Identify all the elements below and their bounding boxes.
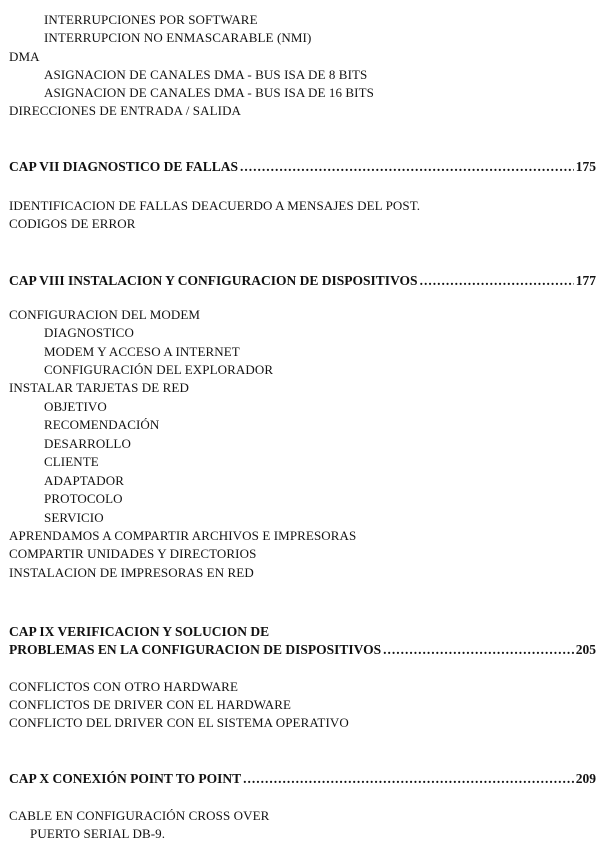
- toc-item: OBJETIVO: [44, 399, 107, 414]
- toc-item: INSTALACION DE IMPRESORAS EN RED: [9, 565, 254, 580]
- chapter-title: CAP VII DIAGNOSTICO DE FALLAS: [9, 159, 239, 174]
- top-item: DIRECCIONES DE ENTRADA / SALIDA: [9, 103, 242, 118]
- page-number: 175: [575, 159, 596, 174]
- top-item: ASIGNACION DE CANALES DMA - BUS ISA DE 8 BITS: [44, 67, 368, 82]
- chapter-heading: [9, 273, 596, 289]
- toc-item: CONFIGURACION DEL MODEM: [9, 307, 201, 322]
- toc-item: CONFIGURACIÓN DEL EXPLORADOR: [44, 362, 274, 377]
- leader-dots: [420, 273, 574, 289]
- toc-item: APRENDAMOS A COMPARTIR ARCHIVOS E IMPRESORAS: [9, 528, 357, 543]
- toc-item: SERVICIO: [44, 510, 104, 525]
- toc-item: PUERTO SERIAL DB-9.: [30, 826, 166, 841]
- leader-dots: [240, 159, 574, 175]
- top-item: ASIGNACION DE CANALES DMA - BUS ISA DE 16 BITS: [44, 85, 374, 100]
- toc-item: CLIENTE: [44, 454, 99, 469]
- page-number: 205: [575, 642, 596, 657]
- toc-item: DESARROLLO: [44, 436, 131, 451]
- leader-dots: [383, 642, 574, 658]
- chapter-title: CAP X CONEXIÓN POINT TO POINT: [9, 771, 242, 786]
- chapter-heading: [9, 624, 596, 640]
- toc-item: IDENTIFICACION DE FALLAS DEACUERDO A MENSAJES DEL POST.: [9, 198, 421, 213]
- toc-item: CABLE EN CONFIGURACIÓN CROSS OVER: [9, 808, 270, 823]
- page-number: 177: [575, 273, 596, 288]
- chapter-heading: [9, 642, 596, 658]
- chapter-title: PROBLEMAS EN LA CONFIGURACION DE DISPOSITIVOS: [9, 642, 382, 657]
- toc-item: CODIGOS DE ERROR: [9, 216, 136, 231]
- toc-item: INSTALAR TARJETAS DE RED: [9, 380, 189, 395]
- toc-item: PROTOCOLO: [44, 491, 123, 506]
- leader-dots: [243, 771, 574, 787]
- top-item: INTERRUPCION NO ENMASCARABLE (NMI): [44, 30, 312, 45]
- chapter-heading: [9, 771, 596, 787]
- toc-item: CONFLICTOS CON OTRO HARDWARE: [9, 679, 238, 694]
- toc-item: RECOMENDACIÓN: [44, 417, 160, 432]
- toc-item: CONFLICTO DEL DRIVER CON EL SISTEMA OPERATIVO: [9, 715, 349, 730]
- toc-item: CONFLICTOS DE DRIVER CON EL HARDWARE: [9, 697, 292, 712]
- toc-item: MODEM Y ACCESO A INTERNET: [44, 344, 240, 359]
- page-number: 209: [575, 771, 596, 786]
- chapter-title: CAP VIII INSTALACION Y CONFIGURACION DE DISPOSITIVOS: [9, 273, 418, 288]
- chapter-heading: [9, 159, 596, 175]
- toc-item: ADAPTADOR: [44, 473, 125, 488]
- toc-item: COMPARTIR UNIDADES Y DIRECTORIOS: [9, 546, 257, 561]
- chapter-title: CAP IX VERIFICACION Y SOLUCION DE: [9, 624, 270, 639]
- top-item: INTERRUPCIONES POR SOFTWARE: [44, 12, 258, 27]
- top-item: DMA: [9, 49, 40, 64]
- toc-item: DIAGNOSTICO: [44, 325, 134, 340]
